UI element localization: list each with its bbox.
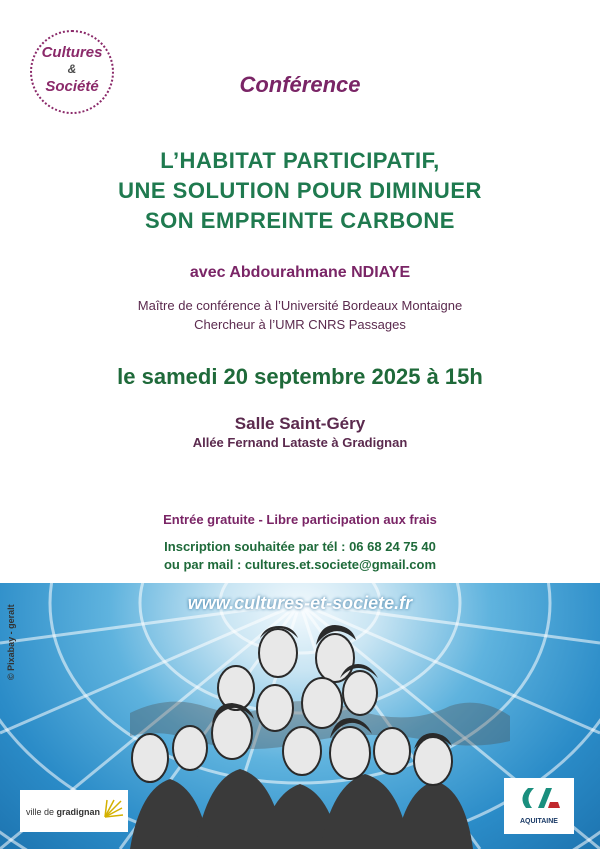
venue-address: Allée Fernand Lataste à Gradignan (192, 435, 408, 450)
sponsor-left-prefix: ville de (26, 807, 57, 817)
contact-info (60, 538, 540, 574)
speaker-affiliation (40, 296, 560, 334)
affiliation-line-2: Chercheur à l’UMR CNRS Passages (194, 317, 406, 332)
venue-name: Salle Saint-Géry (234, 414, 366, 433)
sponsor-credit-agricole-logo (504, 778, 574, 834)
title-line-3: SON EMPREINTE CARBONE (145, 208, 455, 233)
logo-cultures-societe (30, 44, 114, 95)
crowd-of-faces (130, 625, 473, 849)
event-title (40, 146, 560, 236)
entry-info: Entrée gratuite - Libre participation aux frais (163, 512, 437, 527)
event-type: Conférence (239, 72, 361, 97)
logo-line-1: Cultures (41, 44, 103, 61)
sponsor-left-name: gradignan (56, 807, 101, 817)
title-line-1: L’HABITAT PARTICIPATIF, (160, 148, 440, 173)
contact-email[interactable]: ou par mail : cultures.et.societe@gmail.com (163, 557, 437, 572)
affiliation-line-1: Maître de conférence à l’Université Bordeaux Montaigne (137, 298, 463, 313)
speaker-name: avec Abdourahmane NDIAYE (189, 264, 411, 281)
website-link[interactable]: www.cultures-et-societe.fr (187, 593, 413, 613)
title-line-2: UNE SOLUTION POUR DIMINUER (118, 178, 482, 203)
sunburst-icon (102, 798, 124, 820)
photo-credit: © Pixabay - geralt (6, 604, 16, 680)
sponsor-gradignan-logo (20, 790, 128, 832)
logo-line-2: & (67, 62, 77, 76)
credit-agricole-icon (504, 778, 574, 818)
sponsor-right-label: AQUITAINE (520, 818, 558, 825)
event-date: le samedi 20 septembre 2025 à 15h (117, 364, 483, 389)
contact-phone: Inscription souhaitée par tél : 06 68 24 75 40 (164, 539, 436, 554)
logo-line-3: Société (45, 78, 99, 95)
